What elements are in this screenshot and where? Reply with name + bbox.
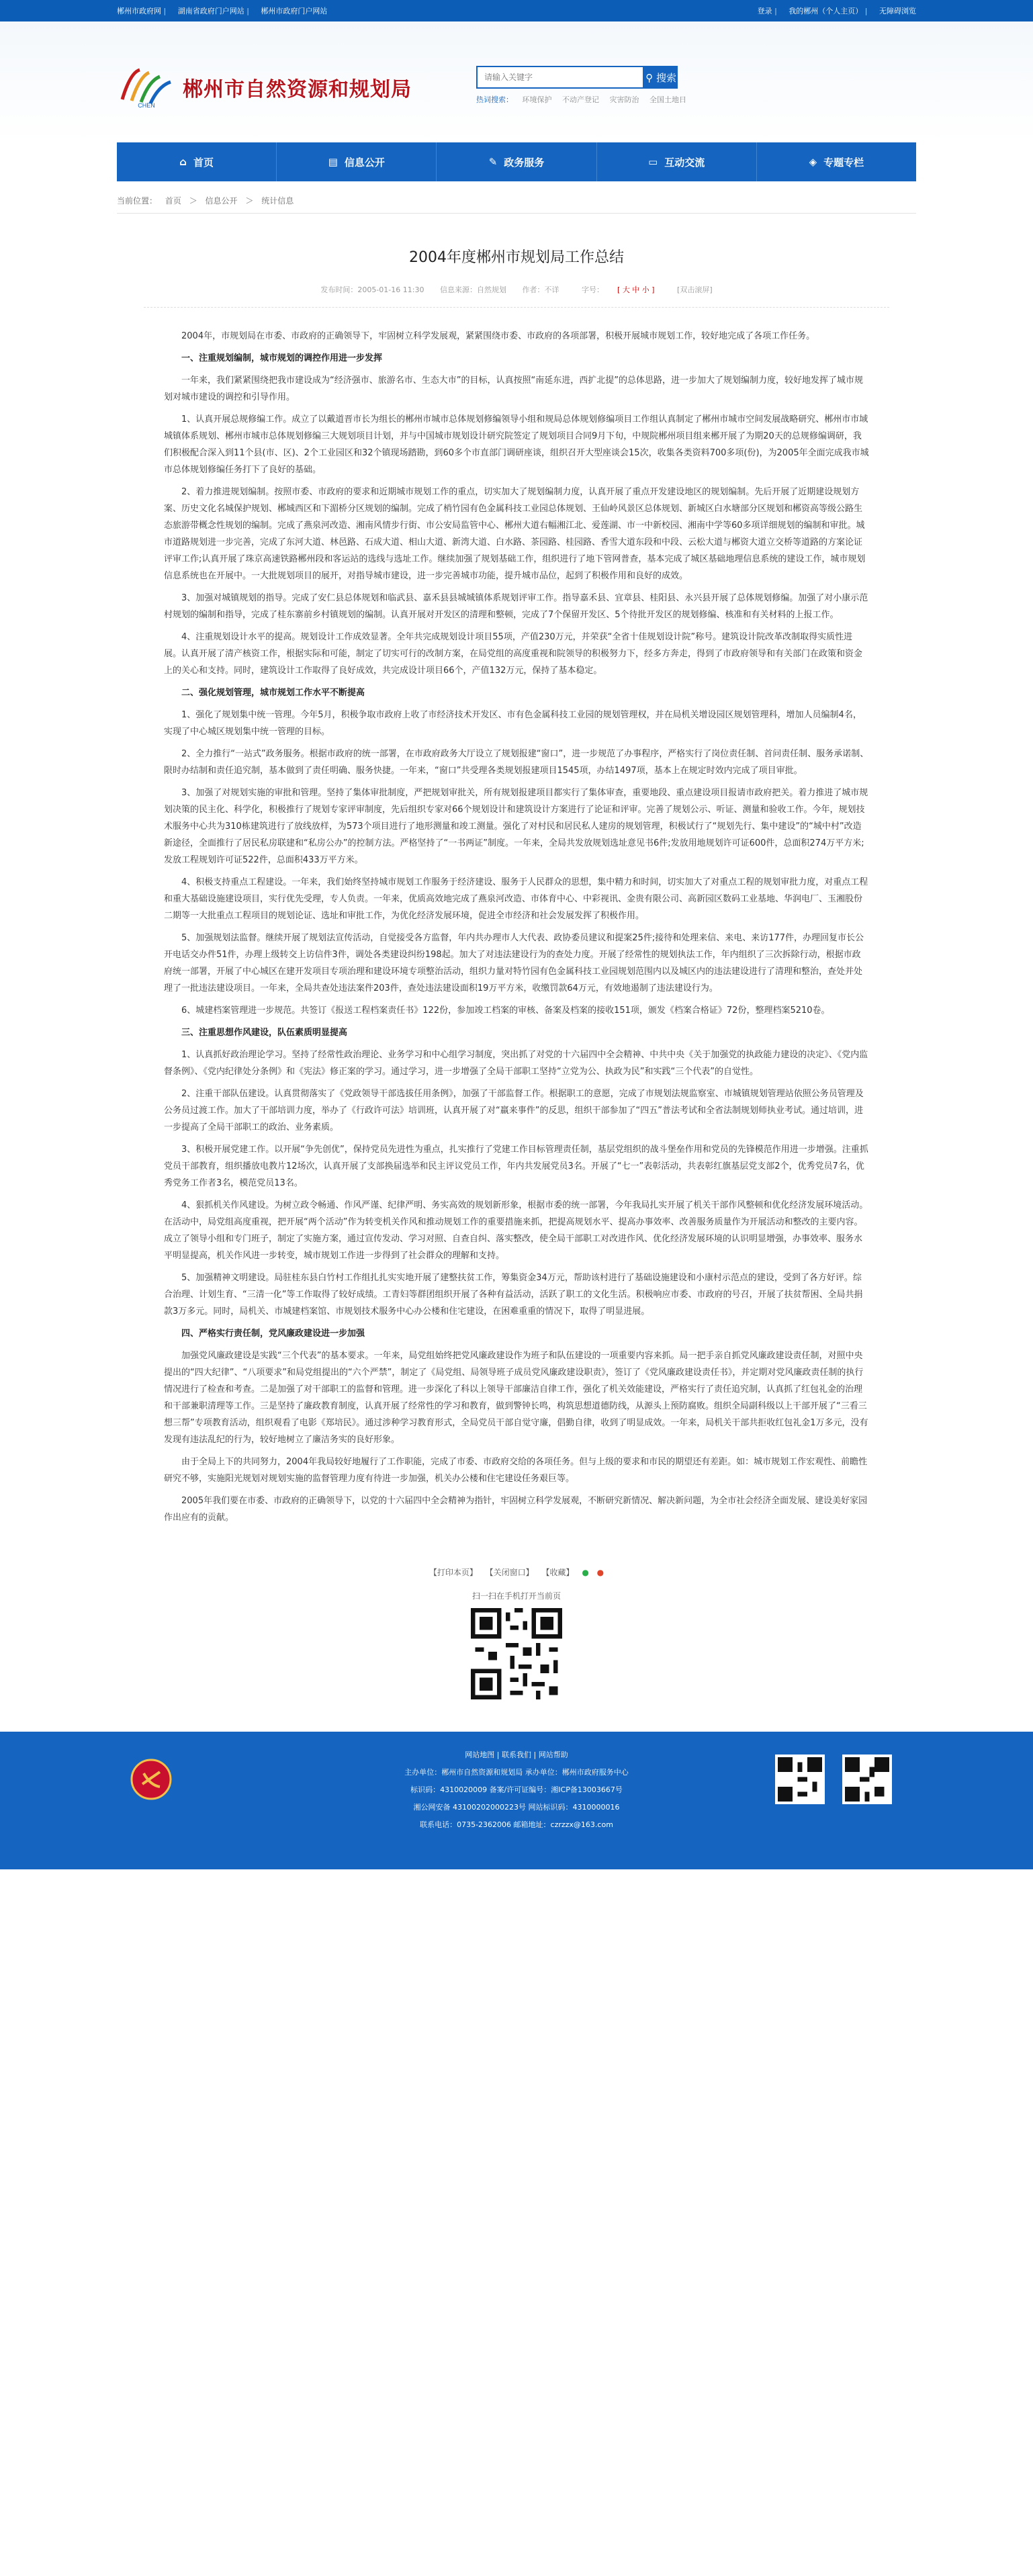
crumb-home[interactable]: 首页 [165, 196, 181, 206]
crumb-info[interactable]: 信息公开 [205, 196, 238, 206]
search-button[interactable] [644, 66, 678, 89]
top-bar: 郴州市政府网 | 湖南省政府门户网站 | 郴州市政府门户网站 登录 | 我的郴州（个人主页） | 无障碍浏览 [0, 0, 1033, 21]
section-heading: 一、注重规划编制，城市规划的调控作用进一步发挥 [181, 353, 383, 363]
page-qr-code-icon [471, 1608, 562, 1699]
search-input[interactable] [476, 66, 644, 89]
article [117, 246, 916, 1699]
paragraph: 1、认真开展总规修编工作。成立了以戴道晋市长为组长的郴州市城市总体规划修编领导小组和规局总体规划修编项目工作组认真制定了郴州市城市空间发展战略研究、郴州市市域城镇体系规划、郴州市城市总体规划修编三大规划项目计划，并与中国城市规划设计研究院签定了规划项目合同9月下旬，中规院郴州项目组来郴开展了为期20天的总规修编调研，我们积极配合深入到11个县(市、区)、2个工业园区和32个镇现场踏勘，到60多个市直部门调研座谈，组织召开大型座谈会15次，收集各类资料700多项(份)，为2005年全面完成我市城市总体规划修编任务打下了良好的基础。 [164, 414, 869, 475]
section-heading: 二、强化规划管理，城市规划工作水平不断提高 [181, 688, 365, 698]
nav-gov-service[interactable] [437, 142, 596, 181]
crumb-sep: ＞ [245, 196, 254, 206]
login-link[interactable]: 登录 [757, 7, 772, 15]
nav-label: 互动交流 [664, 156, 705, 169]
paragraph: 由于全局上下的共同努力，2004年我局较好地履行了工作职能，完成了市委、市政府交给的各项任务。但与上级的要求和市民的期望还有差距。如：城市规划工作宏观性、前瞻性研究不够，实施阳光规划对规划实施的监督管理力度有待进一步加强，机关办公楼和住宅建设任务艰巨等。 [164, 1457, 868, 1484]
collect-button[interactable]: 【收藏】 [541, 1568, 574, 1577]
nav-label: 首页 [193, 156, 214, 169]
nav-label: 信息公开 [344, 156, 385, 169]
share-wechat-icon[interactable]: ● [582, 1568, 589, 1577]
section-heading: 三、注重思想作风建设，队伍素质明显提高 [181, 1028, 348, 1038]
paragraph: 2004年，市规划局在市委、市政府的正确领导下，牢固树立科学发展观，紧紧围绕市委、市政府的各项部署，积极开展城市规划工作，较好地完成了各项工作任务。 [181, 331, 815, 341]
article-title: 2004年度郴州市规划局工作总结 [409, 249, 624, 266]
party-emblem-icon[interactable] [130, 1759, 172, 1800]
hot-word[interactable]: 环境保护 [522, 95, 552, 104]
accessibility-link[interactable]: 无障碍浏览 [879, 7, 916, 15]
hot-words [476, 94, 686, 105]
search-icon: ⚲ [645, 71, 657, 84]
print-button[interactable]: 【打印本页】 [429, 1568, 478, 1577]
crumb-stats[interactable]: 统计信息 [261, 196, 294, 206]
book-icon: ▤ [328, 156, 338, 168]
scroll-toggle[interactable]: [双击滚屏] [677, 285, 713, 294]
article-tools [144, 1566, 889, 1578]
font-size-label: 字号： [581, 285, 604, 294]
qr-caption: 扫一扫在手机打开当前页 [471, 1591, 561, 1601]
paragraph: 2、着力推进规划编制。按照市委、市政府的要求和近期城市规划工作的重点，切实加大了规划编制力度，认真开展了重点开发建设地区的规划编制。先后开展了近期建设规划方案、历史文化名城保护规划、郴城西区和下湄桥分区规划的编制。完成了梢竹园有色金属科技工业园总体规划、王仙岭风景区总体规划、新城区白水塘部分区规划和郴资高等级公路生态旅游带概念性规划的编制。完成了燕泉河改造、湘南风情步行街、市公安局监管中心、郴州大道右幅湘江北、爱莲湖、市一中新校园、湘南中学等60多项详细规划的编制和审批。城市道路规划进一步完善，完成了东河大道、林邑路、石成大道、相山大道、新湾大道、白水路、茶园路、桂园路、香雪大道东段和中段、云松大道与郴资大道立交桥等道路的方案论证评审工作;认真开展了珠京高速铁路郴州段和客运站的选线与选址工作。继续加强了规划基础工作，组织进行了地下管网普查，基本完成了城区基础地理信息系统的建设工作，城市规划信息系统也在开展中。一大批规划项目的展开，对指导城市建设，进一步完善城市功能，提升城市品位，起到了积极作用和良好的成效。 [164, 487, 866, 581]
header [0, 21, 1033, 142]
logo-sub: CHEN [138, 102, 155, 109]
main-nav [117, 142, 916, 181]
article-body [144, 328, 889, 1526]
footer-host: 主办单位：郴州市自然资源和规划局 承办单位：郴州市政府服务中心 [404, 1768, 629, 1777]
close-window-button[interactable]: 【关闭窗口】 [485, 1568, 534, 1577]
crumb-sep: ＞ [189, 196, 197, 206]
hot-label: 热词搜索： [476, 95, 513, 104]
paragraph: 3、加强了对规划实施的审批和管理。坚持了集体审批制度，严把规划审批关，所有规划报建项目都实行了集体审查，重要地段、重点建设项目报请市政府把关。着力推进了城市规划决策的民主化、科学化，积极推行了规划专家评审制度，先后组织专家对66个规划设计和建筑设计方案进行了论证和评审。完善了规划公示、听证、测量和验收工作。今年，规划技术服务中心共为310栋建筑进行了放线放样，为573个项目进行了地形测量和竣工测量。强化了对村民和居民私人建房的规划管理，积极试行了“规划先行、集中建设”的“城中村”改造新途径，全面推行了居民私房联建和“私房公办”的控制方法。严格坚持了“一书两证”制度。一年来，全局共发放规划选址意见书6件;发放用地规划许可证600件，总面积274万平方米;发放工程规划许可证522件，总面积433万平方米。 [164, 788, 868, 865]
paragraph: 2005年我们要在市委、市政府的正确领导下，以党的十六届四中全会精神为指针，牢固树立科学发展观，不断研究新情况、解决新问题，为全市社会经济全面发展、建设美好家园作出应有的贡献。 [164, 1496, 868, 1523]
paragraph: 5、加强精神文明建设。局驻桂东县白竹村工作组扎扎实实地开展了建整扶贫工作，筹集资金34万元，帮助该村进行了基础设施建设和小康村示范点的建设，受到了各方好评。综合治理、计划生育、“三清一化”等工作取得了较好成绩。工青妇等群团组织开展了各种有益活动，活跃了职工的文化生活。积极响应市委、市政府的号召，开展了扶贫帮困、全局共捐款3万多元。同时，局机关、市城建档案馆、市规划技术服务中心办公楼和住宅建设，在困难重重的情况下，取得了明显进展。 [164, 1273, 863, 1317]
hot-word[interactable]: 全国土地日 [649, 95, 686, 104]
footer-links[interactable]: 网站地图 | 联系我们 | 网站帮助 [465, 1750, 568, 1759]
paragraph: 2、全力推行“一站式”政务服务。根据市政府的统一部署，在市政府政务大厅设立了规划报建“窗口”，进一步规范了办事程序，严格实行了岗位责任制、首问责任制、服务承诺制、限时办结制和责任追究制，基本做到了责任明确、服务快捷。一年来，“窗口”共受理各类规划报建项目1545项，办结1497项，基本上在规定时效内完成了项目审批。 [164, 749, 869, 776]
site-logo[interactable] [117, 66, 412, 109]
paragraph: 4、狠抓机关作风建设。为树立政令畅通、作风严谨、纪律严明、务实高效的规划新形象，根据市委的统一部署，今年我局扎实开展了机关干部作风整顿和优化经济发展环境活动。在活动中，局党组高度重视，把开展“两个活动”作为转变机关作风和推动规划工作的重要措施来抓，把提高规划水平、提高办事效率、改善服务质量作为开展活动和整改的主要内容。成立了领导小组和专门班子，制定了实施方案，通过宣传发动、学习对照、自查自纠、落实整改，使全局干部职工对改进作风、优化经济发展环境的认识明显增强，办事效率、服务水平明显提高，机关作风进一步转变，城市规划工作进一步得到了社会群众的理解和支持。 [164, 1200, 868, 1261]
paragraph: 3、加强对城镇规划的指导。完成了安仁县总体规划和临武县、嘉禾县县城城镇体系规划评审工作。指导嘉禾县、宜章县、桂阳县、永兴县开展了总体规划修编。加强了对小康示范村规划的编制和指导，完成了桂东寨前乡村镇规划的编制。认真开展对开发区的清理和整顿，完成了7个保留开发区、5个待批开发区的规划修编、核准和有关材料的上报工作。 [164, 593, 868, 620]
footer-contact: 联系电话：0735-2362006 邮箱地址：czrzzx@163.com [420, 1820, 613, 1829]
layers-icon: ◈ [809, 156, 817, 168]
footer [0, 1732, 1033, 1869]
paragraph: 6、城建档案管理进一步规范。共签订《报送工程档案责任书》122份，参加竣工档案的审核、备案及档案的接收151项，颁发《档案合格证》72份，整理档案5210卷。 [181, 1006, 830, 1016]
breadcrumb [117, 195, 916, 214]
font-size-switch[interactable]: [ 大 中 小 ] [617, 285, 655, 294]
paragraph: 4、注重规划设计水平的提高。规划设计工作成效显著。全年共完成规划设计项目55项，产值230万元，并荣获“全省十佳规划设计院”称号。建筑设计院改革改制取得实质性进展。认真开展了清产核资工作，根据实际和可能，制定了切实可行的改制方案，在局党组的高度重视和院领导的积极努力下，经多方奔走，得到了市政府领导和有关部门在政策和资金上的关心和支持。同时，建筑设计工作取得了良好成效，共完成设计项目66个，产值132万元，保持了基本稳定。 [164, 632, 863, 676]
share-weibo-icon[interactable]: ● [596, 1568, 604, 1577]
top-link-2[interactable]: 湖南省政府门户网站 [177, 7, 244, 15]
wechat-qr-icon [775, 1755, 825, 1804]
app-qr-icon [842, 1755, 892, 1804]
paragraph: 2、注重干部队伍建设。认真贯彻落实了《党政领导干部选拔任用条例》，加强了干部监督工作。根据职工的意愿，完成了市规划法规监察室、市城镇规划管理站依照公务员管理及公务员过渡工作。加大了干部培训力度，举办了《行政许可法》培训班，认真开展了对“羸来事件”的反思，组织干部参加了“四五”普法考试和全省法制规划师执业考试。通过培训，进一步提高了全局干部职工的政治、业务素质。 [164, 1089, 864, 1132]
chat-icon: ▭ [648, 156, 658, 168]
nav-interaction[interactable] [597, 142, 757, 181]
logo-mark-icon [117, 66, 176, 109]
search-button-label: 搜索 [656, 71, 677, 84]
paragraph: 1、强化了规划集中统一管理。今年5月，积极争取市政府上收了市经济技术开发区、市有色金属科技工业园的规划管理权，并在局机关增设园区规划管理科，增加人员编制4名，实现了中心城区规划集中统一管理的目标。 [164, 710, 862, 737]
nav-info-public[interactable] [277, 142, 437, 181]
article-meta [144, 284, 889, 308]
paragraph: 5、加强规划法监督。继续开展了规划法宣传活动，自觉接受各方监督，年内共办理市人大代表、政协委员建议和提案25件;接待和处理来信、来电、来访177件，办理回复市长公开电话交办件51件，办理上级转交上访信件3件，调处各类建设纠纷198起。加大了对违法建设行为的查处力度。开展了经常性的规划执法工作，年内组织了三次拆除行动，根据市政府统一部署，开展了中心城区在建开发项目专项治理和建设环境专项整治活动，组织力量对特竹园有色金属科技工业园规划范围内以及城区内的违法建设进行了清理和整治，查处并处理了一批违法建设项目。一年来，全局共查处违法案件203件，查处违法建设面积19万平方米，收缴罚款64万元，有效地遏制了违法建设行为。 [164, 933, 864, 993]
paragraph: 加强党风廉政建设是实践“三个代表”的基本要求。一年来，局党组始终把党风廉政建设作为班子和队伍建设的一项重要内容来抓。局一把手亲自抓党风廉政建设责任制，对照中央提出的“四大纪律”、“八项要求”和局党组提出的“六个严禁”，制定了《局党组、局领导班子成员党风廉政建设职责》，签订了《党风廉政建设责任书》，并定期对党风廉政责任制的执行情况进行了检查和考查。二是加强了对干部职工的监督和管理。进一步深化了科以上领导干部廉洁自律工作，强化了机关效能建设，严格实行了责任追究制，认真抓了红包礼金的治理和干部兼职清理等工作。三是坚持了廉政教育制度，认真开展了经常性的学习和教育，做到警钟长鸣，构筑思想道德防线，从源头上预防腐败。组织全局副科级以上干部开展了“三看三想三帮”专项教育活动，组织观看了电影《郑培民》。通过涉种学习教育形式，全局党员干部自觉守廉，倡勤自律，收到了明显成效。一年来，局机关干部共拒收红包礼金1万多元，没有发现有违法乱纪的行为，较好地树立了廉洁务实的良好形象。 [164, 1351, 868, 1445]
publish-date: 发布时间：2005-01-16 11:30 [320, 285, 424, 294]
home-icon: ⌂ [179, 156, 187, 168]
hot-word[interactable]: 灾害防治 [609, 95, 639, 104]
paragraph: 1、认真抓好政治理论学习。坚持了经常性政治理论、业务学习和中心组学习制度，突出抓了对党的十六届四中全会精神、中共中央《关于加强党的执政能力建设的决定》、《党内监督条例》、《党内纪律处分条例》和《宪法》修正案的学习。通过学习，进一步增强了全局干部职工坚持“立党为公、执政为民”和实践“三个代表”的自觉性。 [164, 1050, 868, 1077]
footer-police: 湘公网安备 43100202000223号 网站标识码：4310000016 [413, 1803, 620, 1812]
top-link-1[interactable]: 郴州市政府网 [117, 7, 161, 15]
nav-label: 政务服务 [504, 156, 545, 169]
search-area [476, 66, 686, 105]
footer-id: 标识码：4310020009 备案/许可证编号：湘ICP备13003667号 [410, 1785, 623, 1794]
paragraph: 一年来，我们紧紧围绕把我市建设成为“经济强市、旅游名市、生态大市”的目标，认真按照“南延东进，西扩北提”的总体思路，进一步加大了规划编制力度，较好地发挥了城市规划对城市建设的调控和引导作用。 [164, 375, 863, 402]
paragraph: 4、积极支持重点工程建设。一年来，我们始终坚持城市规划工作服务于经济建设、服务于人民群众的思想，集中精力和时间，切实加大了对重点工程的规划审批力度，对重点工程和重大基础设施建设项目，实行优先受理，专人负责。一年来，优质高效地完成了燕泉河改造、市体育中心、中彩视讯、金贵有限公司、高新园区数码工业基地、华润电厂、玉湘股份二期等一大批重点工程项目的规划论证、选址和审批工作，为优化经济发展环境，促进全市经济和社会发展发挥了积极作用。 [164, 877, 868, 921]
info-source: 信息来源：自然规划 [439, 285, 506, 294]
paragraph: 3、积极开展党建工作。以开展“争先创优”，保持党员先进性为重点，扎实推行了党建工作目标管理责任制，基层党组织的战斗堡垒作用和党员的先锋模范作用进一步增强。注重抓党员干部教育，组织播放电教片12场次，认真开展了支部换届选举和民主评议党员工作，年内共发展党员3名。开展了“七一”表彰活动，共表彰红旗基层党支部2个，优秀党员7名，优秀党务工作者3名，模范党员13名。 [164, 1145, 868, 1188]
section-heading: 四、严格实行责任制，党风廉政建设进一步加强 [181, 1329, 365, 1339]
edit-icon: ✎ [488, 156, 498, 168]
my-chenzhou-link[interactable]: 我的郴州（个人主页） [789, 7, 863, 15]
nav-special[interactable] [757, 142, 916, 181]
hot-word[interactable]: 不动产登记 [562, 95, 599, 104]
author: 作者：不详 [522, 285, 559, 294]
nav-home[interactable] [117, 142, 277, 181]
nav-label: 专题专栏 [823, 156, 864, 169]
crumb-label: 当前位置： [117, 196, 158, 206]
top-link-3[interactable]: 郴州市政府门户网站 [261, 7, 328, 15]
site-title: 郴州市自然资源和规划局 [183, 78, 412, 101]
